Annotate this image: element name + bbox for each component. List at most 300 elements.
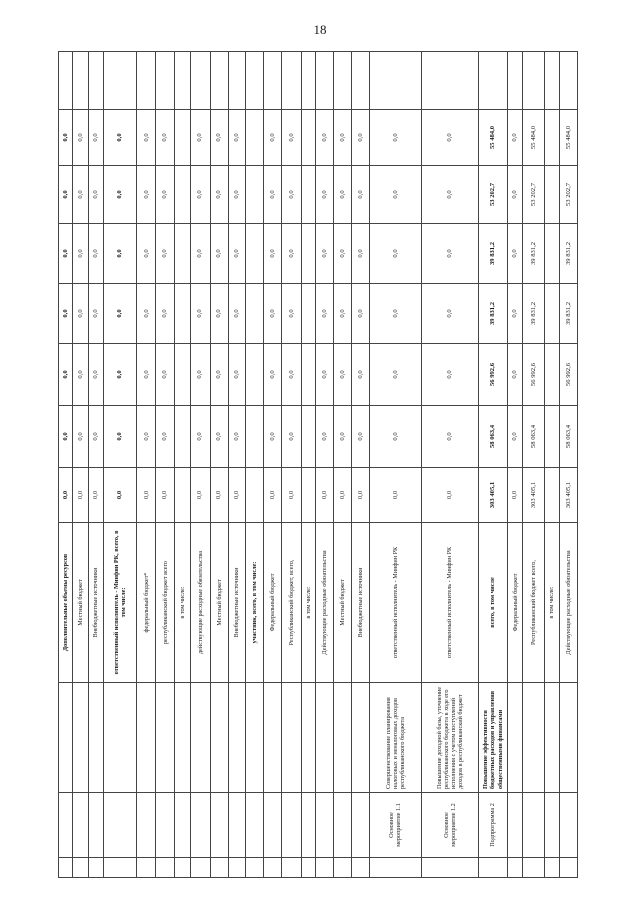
value-cell: [175, 224, 190, 284]
blank-cell: [302, 52, 316, 110]
value-cell: [175, 344, 190, 406]
value-cell: 0,0: [228, 284, 246, 344]
value-cell: 0,0: [104, 284, 137, 344]
value-cell: 39 831,2: [479, 224, 508, 284]
value-cell: 0,0: [59, 110, 73, 166]
value-cell: [302, 110, 316, 166]
table-row: [137, 52, 156, 878]
table-row: [175, 52, 190, 878]
blank-cell: [264, 858, 282, 878]
name-cell: [59, 683, 73, 793]
source-cell: в том числе:: [302, 523, 316, 683]
source-cell: в том числе:: [544, 523, 559, 683]
value-cell: 0,0: [73, 406, 88, 468]
blank-cell: [282, 52, 302, 110]
name-cell: [228, 683, 246, 793]
status-cell: [302, 793, 316, 858]
value-cell: 0,0: [104, 406, 137, 468]
value-cell: 0,0: [210, 468, 228, 523]
value-cell: [544, 344, 559, 406]
value-cell: 0,0: [316, 166, 334, 224]
status-cell: [352, 793, 370, 858]
value-cell: 0,0: [369, 224, 421, 284]
value-cell: 0,0: [352, 224, 370, 284]
table-row: [369, 52, 421, 878]
value-cell: [246, 468, 264, 523]
table-row: [316, 52, 334, 878]
value-cell: 0,0: [137, 166, 156, 224]
value-cell: 0,0: [369, 344, 421, 406]
value-cell: 0,0: [352, 166, 370, 224]
value-cell: 0,0: [190, 284, 210, 344]
source-cell: Республиканский бюджет всего,: [523, 523, 544, 683]
table-row: [246, 52, 264, 878]
blank-cell: [228, 52, 246, 110]
blank-cell: [246, 858, 264, 878]
blank-cell: [369, 858, 421, 878]
value-cell: 0,0: [352, 284, 370, 344]
name-cell: [190, 683, 210, 793]
name-cell: [507, 683, 522, 793]
value-cell: 0,0: [334, 224, 352, 284]
blank-cell: [190, 858, 210, 878]
value-cell: 0,0: [264, 224, 282, 284]
value-cell: 55 484,0: [479, 110, 508, 166]
value-cell: 0,0: [156, 284, 175, 344]
value-cell: 0,0: [137, 406, 156, 468]
value-cell: 58 063,4: [560, 406, 578, 468]
value-cell: [302, 406, 316, 468]
value-cell: 0,0: [190, 406, 210, 468]
value-cell: 0,0: [352, 344, 370, 406]
value-cell: 0,0: [334, 468, 352, 523]
value-cell: 0,0: [422, 110, 479, 166]
value-cell: 55 484,0: [523, 110, 544, 166]
blank-cell: [316, 52, 334, 110]
name-cell: [156, 683, 175, 793]
table-row: [282, 52, 302, 878]
value-cell: 0,0: [282, 110, 302, 166]
blank-cell: [73, 858, 88, 878]
table-row: [422, 52, 479, 878]
source-cell: Федеральный бюджет: [507, 523, 522, 683]
status-cell: [246, 793, 264, 858]
status-cell: [264, 793, 282, 858]
source-cell: Внебюджетные источники: [88, 523, 103, 683]
status-cell: [175, 793, 190, 858]
value-cell: 0,0: [59, 284, 73, 344]
source-cell: Внебюджетные источники: [228, 523, 246, 683]
status-cell: Основное мероприятие 1.2: [422, 793, 479, 858]
value-cell: 0,0: [137, 224, 156, 284]
table-row: [352, 52, 370, 878]
value-cell: 58 063,4: [479, 406, 508, 468]
value-cell: [175, 166, 190, 224]
value-cell: 0,0: [422, 224, 479, 284]
rotated-table-wrapper: [58, 52, 578, 878]
blank-cell: [210, 52, 228, 110]
value-cell: 0,0: [352, 468, 370, 523]
blank-cell: [175, 858, 190, 878]
blank-cell: [264, 52, 282, 110]
name-cell: [302, 683, 316, 793]
value-cell: 0,0: [190, 166, 210, 224]
blank-cell: [137, 858, 156, 878]
status-cell: [156, 793, 175, 858]
value-cell: 0,0: [228, 110, 246, 166]
value-cell: 0,0: [422, 468, 479, 523]
value-cell: 39 831,2: [479, 284, 508, 344]
value-cell: 0,0: [282, 224, 302, 284]
value-cell: 53 202,7: [523, 166, 544, 224]
value-cell: 0,0: [88, 166, 103, 224]
name-cell: [104, 683, 137, 793]
value-cell: [544, 284, 559, 344]
source-cell: Действующие расходные обязательства: [316, 523, 334, 683]
status-cell: [137, 793, 156, 858]
value-cell: 56 992,6: [523, 344, 544, 406]
blank-cell: [560, 858, 578, 878]
value-cell: 0,0: [422, 406, 479, 468]
value-cell: [175, 406, 190, 468]
value-cell: 0,0: [137, 284, 156, 344]
value-cell: 0,0: [59, 166, 73, 224]
blank-cell: [479, 52, 508, 110]
value-cell: 0,0: [137, 110, 156, 166]
value-cell: 0,0: [282, 284, 302, 344]
value-cell: [302, 344, 316, 406]
value-cell: 0,0: [316, 468, 334, 523]
blank-cell: [137, 52, 156, 110]
value-cell: 0,0: [137, 344, 156, 406]
table-row: [560, 52, 578, 878]
value-cell: 0,0: [264, 468, 282, 523]
value-cell: 0,0: [264, 344, 282, 406]
blank-cell: [544, 858, 559, 878]
source-cell: Внебюджетные источники: [352, 523, 370, 683]
value-cell: 303 405,1: [479, 468, 508, 523]
blank-cell: [175, 52, 190, 110]
value-cell: 0,0: [334, 344, 352, 406]
table-row: [104, 52, 137, 878]
value-cell: 39 831,2: [523, 284, 544, 344]
value-cell: 0,0: [369, 110, 421, 166]
value-cell: 0,0: [507, 344, 522, 406]
name-cell: [544, 683, 559, 793]
source-cell: в том числе:: [175, 523, 190, 683]
value-cell: 56 992,6: [479, 344, 508, 406]
value-cell: 0,0: [73, 344, 88, 406]
value-cell: 0,0: [264, 110, 282, 166]
status-cell: [73, 793, 88, 858]
value-cell: 0,0: [334, 110, 352, 166]
name-cell: [560, 683, 578, 793]
value-cell: [175, 468, 190, 523]
blank-cell: [104, 858, 137, 878]
status-cell: [560, 793, 578, 858]
value-cell: 0,0: [316, 224, 334, 284]
value-cell: 303 405,1: [523, 468, 544, 523]
name-cell: [316, 683, 334, 793]
value-cell: 0,0: [369, 468, 421, 523]
value-cell: 0,0: [104, 344, 137, 406]
value-cell: 0,0: [507, 224, 522, 284]
status-cell: [228, 793, 246, 858]
value-cell: 0,0: [352, 406, 370, 468]
value-cell: 0,0: [210, 406, 228, 468]
status-cell: [104, 793, 137, 858]
value-cell: 0,0: [190, 110, 210, 166]
value-cell: 0,0: [88, 406, 103, 468]
value-cell: 0,0: [316, 284, 334, 344]
source-cell: ответственный исполнитель - Минфин РК, всего, в том числе:: [104, 523, 137, 683]
blank-cell: [156, 52, 175, 110]
name-cell: [210, 683, 228, 793]
source-cell: Местный бюджет: [334, 523, 352, 683]
value-cell: 0,0: [190, 344, 210, 406]
name-cell: [282, 683, 302, 793]
value-cell: 0,0: [104, 110, 137, 166]
value-cell: 0,0: [316, 344, 334, 406]
value-cell: 0,0: [316, 406, 334, 468]
value-cell: 0,0: [137, 468, 156, 523]
status-cell: [88, 793, 103, 858]
value-cell: 0,0: [228, 406, 246, 468]
value-cell: 303 405,1: [560, 468, 578, 523]
value-cell: 0,0: [104, 224, 137, 284]
table-row: [156, 52, 175, 878]
value-cell: [544, 166, 559, 224]
table-row: [210, 52, 228, 878]
status-cell: [190, 793, 210, 858]
source-cell: Федеральный бюджет: [264, 523, 282, 683]
value-cell: 0,0: [73, 284, 88, 344]
blank-cell: [190, 52, 210, 110]
value-cell: 0,0: [334, 284, 352, 344]
value-cell: 39 831,2: [560, 224, 578, 284]
blank-cell: [507, 858, 522, 878]
blank-cell: [156, 858, 175, 878]
blank-cell: [422, 858, 479, 878]
name-cell: Повышение эффективности бюджетных расходов и управления общественными финансами: [479, 683, 508, 793]
source-cell: Республиканский бюджет, всего,: [282, 523, 302, 683]
table-row: [479, 52, 508, 878]
blank-cell: [352, 858, 370, 878]
value-cell: 0,0: [210, 110, 228, 166]
blank-cell: [479, 858, 508, 878]
value-cell: 0,0: [210, 344, 228, 406]
value-cell: 0,0: [88, 284, 103, 344]
source-cell: ответственный исполнитель - Минфин РК: [369, 523, 421, 683]
blank-cell: [316, 858, 334, 878]
value-cell: [302, 166, 316, 224]
blank-cell: [104, 52, 137, 110]
value-cell: 0,0: [210, 284, 228, 344]
value-cell: 0,0: [190, 224, 210, 284]
value-cell: 0,0: [422, 344, 479, 406]
value-cell: 0,0: [156, 110, 175, 166]
blank-cell: [73, 52, 88, 110]
name-cell: Повышение доходной базы, уточнение республиканского бюджета в ходе его исполнения с учетом поступлений доходов в республиканский бюджет: [422, 683, 479, 793]
blank-cell: [334, 858, 352, 878]
value-cell: 0,0: [88, 110, 103, 166]
table-row: [88, 52, 103, 878]
value-cell: 0,0: [422, 166, 479, 224]
value-cell: 0,0: [507, 284, 522, 344]
value-cell: 0,0: [88, 468, 103, 523]
blank-cell: [228, 858, 246, 878]
value-cell: 0,0: [73, 224, 88, 284]
blank-cell: [560, 52, 578, 110]
value-cell: 0,0: [59, 468, 73, 523]
status-cell: [316, 793, 334, 858]
table-row: [302, 52, 316, 878]
value-cell: [246, 284, 264, 344]
value-cell: 0,0: [190, 468, 210, 523]
source-cell: Дополнительные объемы ресурсов: [59, 523, 73, 683]
table-row: [264, 52, 282, 878]
value-cell: 0,0: [104, 468, 137, 523]
name-cell: Совершенствование планирования налоговых и неналоговых доходов республиканского бюджета: [369, 683, 421, 793]
value-cell: 0,0: [264, 284, 282, 344]
value-cell: 0,0: [59, 406, 73, 468]
status-cell: Основное мероприятие 1.1: [369, 793, 421, 858]
value-cell: [302, 224, 316, 284]
value-cell: 0,0: [210, 166, 228, 224]
value-cell: 0,0: [73, 166, 88, 224]
value-cell: 0,0: [334, 166, 352, 224]
value-cell: [175, 110, 190, 166]
name-cell: [523, 683, 544, 793]
value-cell: [302, 468, 316, 523]
value-cell: 0,0: [352, 110, 370, 166]
blank-cell: [282, 858, 302, 878]
table-row: [334, 52, 352, 878]
value-cell: 0,0: [282, 406, 302, 468]
value-cell: 0,0: [88, 344, 103, 406]
blank-cell: [422, 52, 479, 110]
value-cell: 58 063,4: [523, 406, 544, 468]
value-cell: 0,0: [507, 166, 522, 224]
value-cell: 0,0: [156, 406, 175, 468]
value-cell: [246, 110, 264, 166]
blank-cell: [59, 52, 73, 110]
value-cell: [544, 468, 559, 523]
value-cell: 0,0: [228, 224, 246, 284]
table-row: [73, 52, 88, 878]
value-cell: [246, 406, 264, 468]
name-cell: [352, 683, 370, 793]
blank-cell: [523, 858, 544, 878]
source-cell: республиканский бюджет всего: [156, 523, 175, 683]
value-cell: [544, 224, 559, 284]
source-cell: всего, в том числе: [479, 523, 508, 683]
blank-cell: [302, 858, 316, 878]
table-row: [59, 52, 73, 878]
value-cell: 0,0: [369, 406, 421, 468]
value-cell: [246, 166, 264, 224]
value-cell: 56 992,6: [560, 344, 578, 406]
blank-cell: [334, 52, 352, 110]
value-cell: 0,0: [156, 166, 175, 224]
budget-table: [58, 51, 578, 878]
value-cell: 0,0: [422, 284, 479, 344]
value-cell: 0,0: [316, 110, 334, 166]
table-row: [228, 52, 246, 878]
value-cell: 0,0: [59, 224, 73, 284]
status-cell: [282, 793, 302, 858]
table-body: [59, 52, 578, 878]
blank-cell: [507, 52, 522, 110]
blank-cell: [369, 52, 421, 110]
value-cell: 0,0: [228, 468, 246, 523]
value-cell: 0,0: [264, 406, 282, 468]
value-cell: 0,0: [228, 166, 246, 224]
value-cell: [544, 406, 559, 468]
status-cell: [544, 793, 559, 858]
value-cell: 0,0: [104, 166, 137, 224]
value-cell: 0,0: [369, 284, 421, 344]
value-cell: 0,0: [228, 344, 246, 406]
value-cell: 39 831,2: [523, 224, 544, 284]
value-cell: 0,0: [507, 468, 522, 523]
value-cell: [246, 344, 264, 406]
name-cell: [246, 683, 264, 793]
blank-cell: [352, 52, 370, 110]
name-cell: [73, 683, 88, 793]
value-cell: 0,0: [507, 110, 522, 166]
table-row: [507, 52, 522, 878]
status-cell: [507, 793, 522, 858]
value-cell: 0,0: [156, 224, 175, 284]
value-cell: 0,0: [210, 224, 228, 284]
blank-cell: [88, 858, 103, 878]
source-cell: Действующие расходные обязательства: [560, 523, 578, 683]
name-cell: [175, 683, 190, 793]
blank-cell: [246, 52, 264, 110]
blank-cell: [59, 858, 73, 878]
name-cell: [137, 683, 156, 793]
blank-cell: [523, 52, 544, 110]
value-cell: 0,0: [282, 344, 302, 406]
value-cell: 0,0: [156, 468, 175, 523]
value-cell: 0,0: [88, 224, 103, 284]
value-cell: 0,0: [369, 166, 421, 224]
value-cell: 0,0: [264, 166, 282, 224]
page-number: 18: [313, 22, 327, 37]
blank-cell: [88, 52, 103, 110]
blank-cell: [544, 52, 559, 110]
value-cell: 0,0: [507, 406, 522, 468]
value-cell: 0,0: [73, 468, 88, 523]
source-cell: действующие расходные обязательства: [190, 523, 210, 683]
status-cell: Подпрограмма 2: [479, 793, 508, 858]
value-cell: 0,0: [156, 344, 175, 406]
status-cell: [334, 793, 352, 858]
value-cell: 53 202,7: [560, 166, 578, 224]
value-cell: [544, 110, 559, 166]
table-row: [523, 52, 544, 878]
value-cell: 0,0: [334, 406, 352, 468]
table-row: [544, 52, 559, 878]
value-cell: 39 831,2: [560, 284, 578, 344]
blank-cell: [210, 858, 228, 878]
name-cell: [88, 683, 103, 793]
table-row: [190, 52, 210, 878]
source-cell: ответственный исполнитель - Минфин РК: [422, 523, 479, 683]
value-cell: 0,0: [282, 166, 302, 224]
value-cell: [302, 284, 316, 344]
